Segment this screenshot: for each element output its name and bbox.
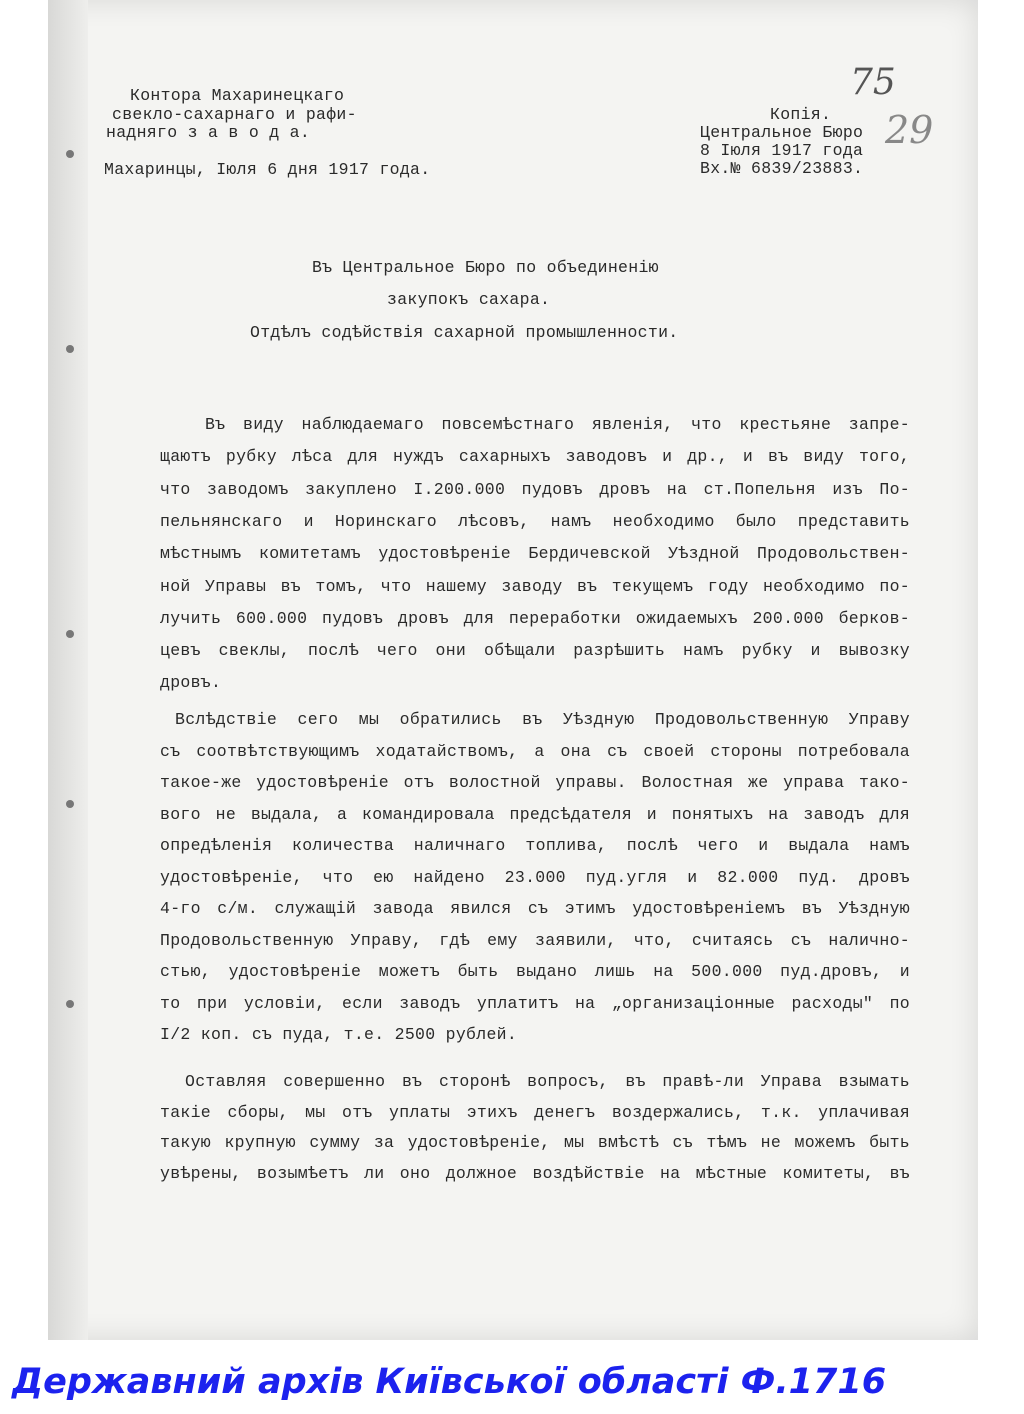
address-line: Въ Центральное Бюро по объединенію [312, 258, 659, 277]
body-line: Вслѣдствіе сего мы обратились въ Уѣздную Продовольственную Управу [175, 710, 910, 729]
archive-caption: Державний архів Київської області Ф.1716 [12, 1362, 887, 1402]
body-line: опредѣленія количества наличнаго топлива, послѣ чего и выдала намъ [160, 836, 910, 855]
body-line: увѣрены, возымѣетъ ли оно должное воздѣйствіе на мѣстные комитеты, въ [160, 1163, 910, 1183]
body-line: стью, удостовѣреніе можетъ быть выдано лишь на 500.000 пуд.дровъ, и [160, 962, 910, 981]
binding-strip [48, 0, 88, 1340]
registration-line: 8 Іюля 1917 года [700, 141, 864, 160]
body-line: Въ виду наблюдаемаго повсемѣстнаго явленія, что крестьяне запре- [205, 415, 910, 434]
binding-hole [66, 345, 74, 353]
body-line: удостовѣреніе, что ею найдено 23.000 пуд.угля и 82.000 пуд. дровъ [160, 867, 910, 887]
body-line: 4-го с/м. служащій завода явился съ этимъ удостовѣреніемъ въ Уѣздную [160, 899, 910, 918]
handwritten-folio: 29 [885, 108, 934, 152]
copy-label: Копія. [770, 105, 832, 124]
handwritten-folio: 75 [850, 62, 896, 103]
binding-hole [66, 800, 74, 808]
address-line: закупокъ сахара. [387, 290, 551, 309]
binding-hole [66, 150, 74, 158]
body-line: щаютъ рубку лѣса для нуждъ сахарныхъ заводовъ и др., и въ виду того, [160, 447, 910, 467]
body-line: дровъ. [160, 673, 222, 693]
body-line: такую крупную сумму за удостовѣреніе, мы вмѣстѣ съ тѣмъ не можемъ быть [160, 1133, 910, 1152]
sender-line: Контора Махаринецкаго [130, 86, 345, 105]
body-line: мѣстнымъ комитетамъ удостовѣреніе Бердичевской Уѣздной Продовольствен- [160, 544, 910, 564]
body-line: то при условіи, если заводъ уплатитъ на „организаціонные расходы" по [160, 993, 910, 1013]
registration-line: Центральное Бюро [700, 123, 864, 142]
binding-hole [66, 1000, 74, 1008]
sender-line: свекло-сахарнаго и рафи- [112, 105, 357, 124]
body-line: съ соотвѣтствующимъ ходатайствомъ, а она съ своей стороны потребовала [160, 741, 910, 761]
body-line: лучить 600.000 пудовъ дровъ для переработки ожидаемыхъ 200.000 берков- [160, 608, 910, 628]
place-date: Махаринцы, Іюля 6 дня 1917 года. [104, 160, 431, 179]
body-line: вого не выдала, а командировала предсѣдателя и понятыхъ на заводъ для [160, 804, 910, 824]
address-line: Отдѣлъ содѣйствія сахарной промышленности. [250, 323, 679, 342]
body-line: Оставляя совершенно въ сторонѣ вопросъ, въ правѣ-ли Управа взымать [185, 1072, 910, 1091]
body-line: Продовольственную Управу, гдѣ ему заявили, что, считаясь съ налично- [160, 930, 910, 950]
body-line: цевъ свеклы, послѣ чего они обѣщали разрѣшить намъ рубку и вывозку [160, 641, 910, 661]
body-line: такіе сборы, мы отъ уплаты этихъ денегъ воздержались, т.к. уплачивая [160, 1102, 910, 1122]
body-line: ной Управы въ томъ, что нашему заводу въ текущемъ году необходимо по- [160, 576, 910, 596]
body-line: І/2 коп. съ пуда, т.е. 2500 рублей. [160, 1025, 518, 1044]
sender-line: надняго з а в о д а. [106, 123, 311, 142]
binding-hole [66, 630, 74, 638]
body-line: пельнянскаго и Норинскаго лѣсовъ, намъ необходимо было представить [160, 511, 910, 531]
body-line: такое-же удостовѣреніе отъ волостной управы. Волостная же управа тако- [160, 773, 910, 792]
registration-number: Вх.№ 6839/23883. [700, 159, 864, 178]
body-line: что заводомъ закуплено І.200.000 пудовъ дровъ на ст.Попельня изъ По- [160, 479, 910, 499]
